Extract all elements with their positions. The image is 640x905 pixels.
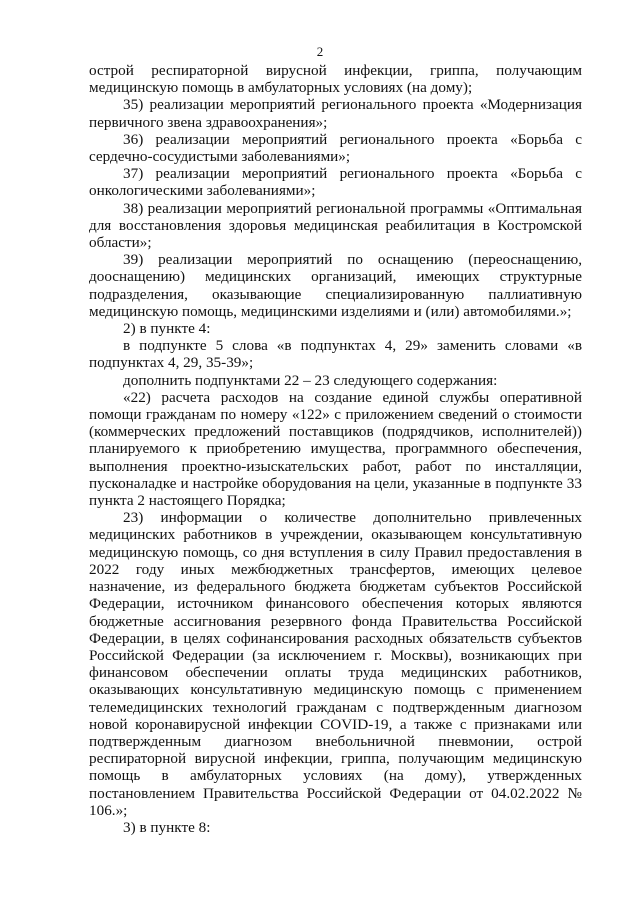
page-number: 2 [316,44,324,59]
paragraph-add-subpoints: дополнить подпунктами 22 – 23 следующего содержания: [123,371,498,389]
paragraph-point-8: 3) в пункте 8: [123,818,211,836]
paragraph-continuation: острой респираторной вирусной инфекции, гриппа, получающим медицинскую помощь в амбулаторных условиях (на дому); [89,62,582,97]
paragraph-item-23: 23) информации о количестве дополнительно привлеченных медицинских работников в учреждении, оказывающем консультативную медицинскую помощь, со дня вступления в силу Правил предоставления в 2022 году иных межбюджетных трансфертов, имеющих целевое назначение, из федерального бюджета бюджетам субъектов Российской Федерации, источником финансового обеспечения которых являются бюджетные ассигнования резервного фонда Правительства Российской Федерации, в целях софинансирования расходных обязательств субъектов Российской Федерации (за исключением г. Москвы), возникающих при финансовом обеспечении оплаты труда медицинских работников, оказывающих консультативную медицинскую помощь с применением телемедицинских технологий гражданам с подтвержденным диагнозом новой коронавирусной инфекции COVID-19, а также с признаками или подтвержденным диагнозом внебольничной пневмонии, острой респираторной вирусной инфекции, гриппа, получающим медицинскую помощь в амбулаторных условиях (на дому), утвержденных постановлением Правительства Российской Федерации от 04.02.2022 № 106.»; [89,509,582,819]
paragraph-point-4: 2) в пункте 4: [123,320,211,338]
paragraph-item-39: 39) реализации мероприятий по оснащению (переоснащению, дооснащению) медицинских организаций, имеющих структурные подразделения, оказывающие специализированную паллиативную медицинскую помощь, медицинскими изделиями и (или) автомобилями.»; [89,251,582,320]
paragraph-item-22: «22) расчета расходов на создание единой службы оперативной помощи гражданам по номеру «122» с приложением сведений о стоимости (коммерческих предложений поставщиков (подрядчиков, исполнителей)) планируемого к приобретению имущества, программного обеспечения, выполнения проектно-изыскательских работ, работ по инсталляции, пусконаладке и настройке оборудования на цели, указанные в подпункте 33 пункта 2 настоящего Порядка; [89,388,582,510]
paragraph-item-38: 38) реализации мероприятий региональной программы «Оптимальная для восстановления здоровья медицинская реабилитация в Костромской области»; [89,199,582,252]
paragraph-subpoint-5: в подпункте 5 слова «в подпунктах 4, 29» заменить словами «в подпунктах 4, 29, 35-39»; [89,337,582,372]
document-body [89,62,582,836]
paragraph-item-37: 37) реализации мероприятий регионального проекта «Борьба с онкологическими заболеваниями»; [89,165,582,200]
paragraph-item-35: 35) реализации мероприятий регионального проекта «Модернизация первичного звена здравоохранения»; [89,96,582,131]
paragraph-item-36: 36) реализации мероприятий регионального проекта «Борьба с сердечно-сосудистыми заболеваниями»; [89,130,582,166]
